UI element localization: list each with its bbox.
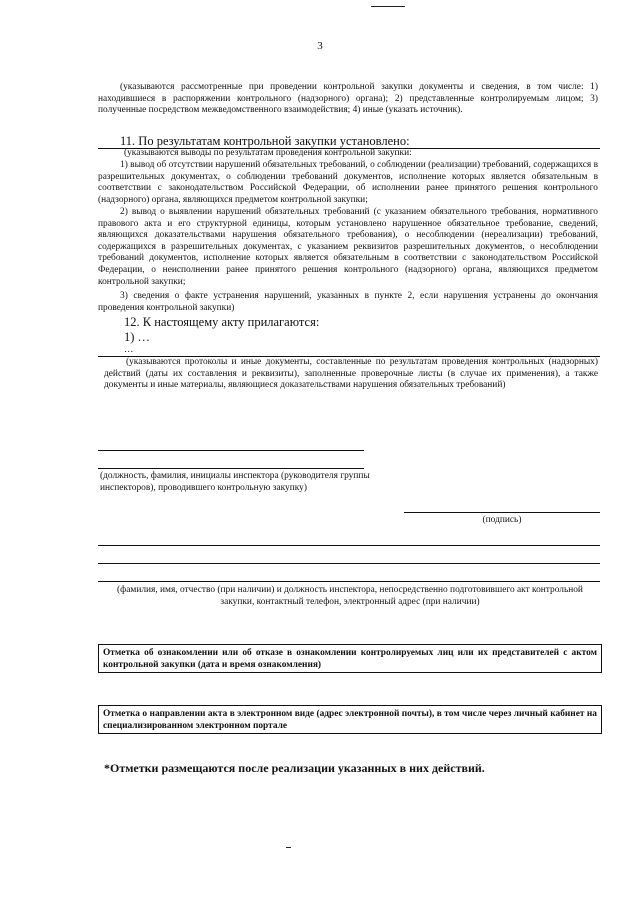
- signature-caption: (подпись): [482, 515, 522, 525]
- section-12-heading: 12. К настоящему акту прилагаются:: [124, 315, 320, 329]
- inspector-line-1: [98, 450, 364, 451]
- familiarization-mark-box: Отметка об ознакомлении или об отказе в ознакомлении контролируемых лиц или их представителей с актом контрольной закупки (дата и время ознакомления): [98, 644, 602, 673]
- section-11-heading: 11. По результатам контрольной закупки установлено:: [120, 134, 410, 148]
- preparer-line-1: [98, 545, 600, 546]
- preparer-line-3: [98, 581, 600, 582]
- section-12-ellipsis: …: [124, 345, 134, 355]
- scan-mark-top: [371, 6, 405, 7]
- footnote: *Отметки размещаются после реализации указанных в них действий.: [104, 761, 485, 775]
- page-number: 3: [317, 40, 323, 52]
- attachments-note: (указываются протоколы и иные документы, составленные по результатам проведения контрольных (надзорных) действий (даты их составления и реквизиты), заполненные проверочные листы (в случае их применения), а также документы и иные материалы, являющиеся доказательствами нарушения обязательных требований): [104, 357, 598, 391]
- scan-mark-bottom: [286, 847, 291, 848]
- signature-line: [404, 512, 600, 513]
- inspector-line-2: [98, 468, 364, 469]
- section-12-item-1: 1) …: [124, 330, 151, 344]
- section-11-intro: (указываются выводы по результатам проведения контрольной закупки:: [124, 148, 412, 158]
- electronic-delivery-mark-box: Отметка о направлении акта в электронном виде (адрес электронной почты), в том числе через личный кабинет на специализированном электронном портале: [98, 705, 602, 734]
- preparer-line-2: [98, 563, 600, 564]
- preparer-caption: (фамилия, имя, отчество (при наличии) и должность инспектора, непосредственно подготовившего акт контрольной закупки, контактный телефон, электронный адрес (при наличии): [117, 585, 583, 607]
- section-11-item-2: 2) вывод о выявлении нарушений обязательных требований (с указанием обязательного требования, нормативного правового акта и его структурной единицы, которым установлено нарушенное обязательное требование, сведений, являющихся доказательствами нарушения обязательного требования), о несоблюдении (нереализации) требований, содержащихся в разрешительных документах, с указанием реквизитов разрешительных документов, о несоблюдении требований документов, исполнение которых является обязательным в соответствии с законодательством Российской Федерации, о неисполнении ранее принятого решения контрольного (надзорного) органа, являющихся предметом контрольной закупки;: [98, 207, 598, 287]
- section-11-item-3: 3) сведения о факте устранения нарушений, указанных в пункте 2, если нарушения устранены до окончания проведения контрольной закупки): [98, 291, 598, 313]
- sources-note: (указываются рассмотренные при проведении контрольной закупки документы и сведения, в том числе: 1) находившиеся в распоряжении контрольного (надзорного) органа); 2) представленные контролируемым лицом; 3) полученные посредством межведомственного взаимодействия; 4) иные (указать источник).: [98, 82, 598, 116]
- section-11-item-1: 1) вывод об отсутствии нарушений обязательных требований, о соблюдении (реализации) требований, содержащихся в разрешительных документах, о соблюдении требований документов, исполнение которых является обязательным в соответствии с законодательством Российской Федерации, об исполнении ранее принятого решения контрольного (надзорного) органа, являющихся предметом контрольной закупки;: [98, 160, 598, 205]
- inspector-caption: (должность, фамилия, инициалы инспектора (руководителя группы инспекторов), проводившего контрольную закупку): [100, 471, 370, 493]
